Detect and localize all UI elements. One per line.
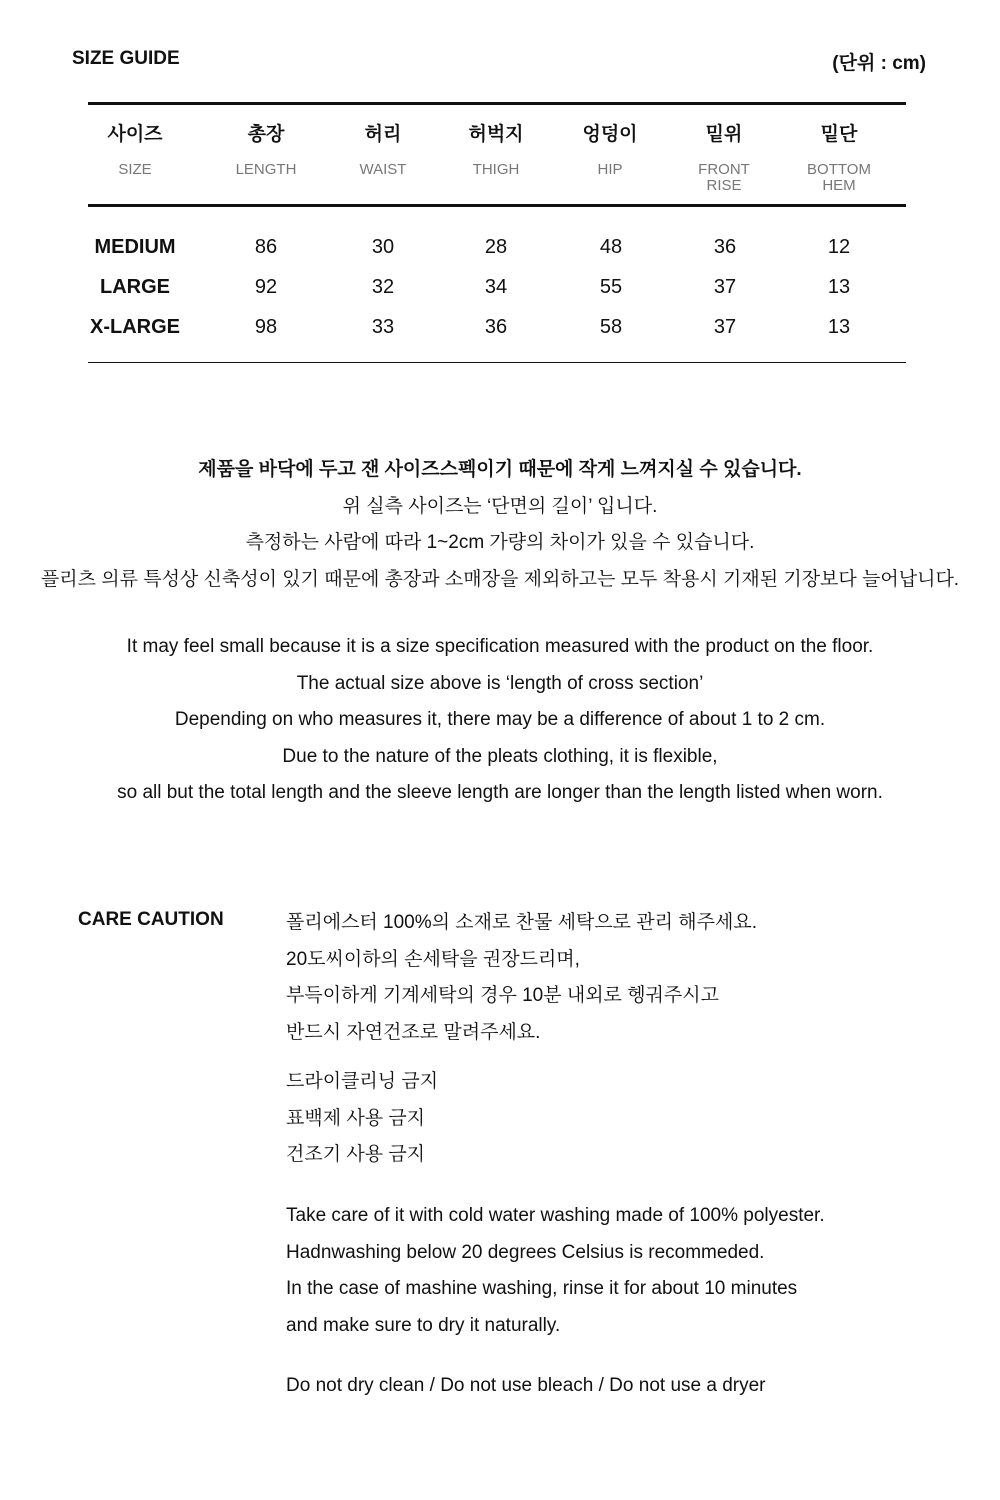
table-cell-size: LARGE bbox=[100, 276, 170, 298]
care-prohibit-en bbox=[286, 1368, 946, 1405]
table-cell: 30 bbox=[371, 236, 395, 258]
care-line: and make sure to dry it naturally. bbox=[286, 1314, 561, 1336]
note-line: 제품을 바닥에 두고 잰 사이즈스펙이기 때문에 작게 느껴지실 수 있습니다. bbox=[198, 459, 802, 480]
col-header-en: SIZE bbox=[118, 161, 152, 178]
table-cell: 55 bbox=[599, 276, 623, 298]
table-bottom-rule bbox=[88, 362, 906, 363]
table-cell: 98 bbox=[254, 316, 278, 338]
care-line: 드라이클리닝 금지 bbox=[286, 1071, 439, 1092]
care-line: Hadnwashing below 20 degrees Celsius is recommeded. bbox=[286, 1241, 765, 1263]
note-line: 측정하는 사람에 따라 1~2cm 가량의 차이가 있을 수 있습니다. bbox=[245, 532, 755, 553]
care-line: In the case of mashine washing, rinse it for about 10 minutes bbox=[286, 1278, 798, 1299]
note-line: The actual size above is ‘length of cross section’ bbox=[296, 672, 704, 694]
table-top-rule bbox=[88, 102, 906, 105]
table-cell: 37 bbox=[713, 276, 737, 298]
table-cell: 58 bbox=[599, 316, 623, 338]
col-header-en: LENGTH bbox=[235, 161, 297, 178]
col-header-size bbox=[75, 122, 195, 178]
note-line: It may feel small because it is a size specification measured with the product on the floor. bbox=[126, 636, 874, 657]
col-header-kr: 총장 bbox=[247, 124, 285, 145]
col-header-en: BOTTOM HEM bbox=[807, 161, 871, 194]
table-cell: 92 bbox=[254, 276, 278, 298]
table-cell: 86 bbox=[254, 236, 278, 258]
table-cell-size: X-LARGE bbox=[90, 316, 180, 338]
table-cell: 48 bbox=[599, 236, 623, 258]
size-notes-kr bbox=[0, 452, 1000, 598]
unit-label: (단위 : cm) bbox=[832, 53, 926, 74]
table-cell: 33 bbox=[371, 316, 395, 338]
col-header-waist bbox=[323, 122, 443, 178]
table-cell: 32 bbox=[371, 276, 395, 298]
size-guide-header bbox=[72, 48, 926, 74]
col-header-en: FRONT RISE bbox=[698, 161, 750, 194]
care-line: 건조기 사용 금지 bbox=[286, 1144, 426, 1165]
care-prohibit-kr bbox=[286, 1064, 946, 1174]
col-header-kr: 밑위 bbox=[705, 124, 743, 145]
note-line: Depending on who measures it, there may be a difference of about 1 to 2 cm. bbox=[174, 709, 826, 730]
col-header-hip bbox=[550, 122, 670, 178]
col-header-kr: 엉덩이 bbox=[582, 124, 638, 145]
table-row bbox=[0, 274, 1000, 300]
table-row bbox=[0, 314, 1000, 340]
care-line: Take care of it with cold water washing made of 100% polyester. bbox=[286, 1205, 825, 1226]
care-wash-en bbox=[286, 1198, 946, 1344]
col-header-en: HIP bbox=[597, 161, 623, 178]
care-line: 부득이하게 기계세탁의 경우 10분 내외로 헹궈주시고 bbox=[286, 985, 719, 1006]
table-cell: 37 bbox=[713, 316, 737, 338]
col-header-kr: 허벅지 bbox=[468, 124, 524, 145]
col-header-en: THIGH bbox=[472, 161, 520, 178]
note-line: Due to the nature of the pleats clothing, it is flexible, bbox=[282, 745, 718, 767]
care-wash-kr bbox=[286, 905, 946, 1051]
table-cell-size: MEDIUM bbox=[94, 236, 176, 258]
note-line: so all but the total length and the sleeve length are longer than the length listed when worn. bbox=[117, 782, 883, 803]
col-header-front-rise bbox=[664, 122, 784, 194]
care-line: 반드시 자연건조로 말려주세요. bbox=[286, 1021, 541, 1043]
table-row bbox=[0, 234, 1000, 260]
table-cell: 12 bbox=[827, 236, 851, 258]
table-cell: 36 bbox=[713, 236, 737, 258]
care-line: 표백제 사용 금지 bbox=[286, 1107, 426, 1129]
care-line: Do not dry clean / Do not use bleach / Do not use a dryer bbox=[286, 1375, 766, 1396]
col-header-en: WAIST bbox=[359, 161, 407, 178]
table-cell: 36 bbox=[484, 316, 508, 338]
size-notes-en bbox=[0, 629, 1000, 812]
col-header-bottom-hem bbox=[779, 122, 899, 194]
col-header-kr: 허리 bbox=[364, 124, 402, 145]
col-header-thigh bbox=[436, 122, 556, 178]
note-line: 플리츠 의류 특성상 신축성이 있기 때문에 총장과 소매장을 제외하고는 모두 착용시 기재된 기장보다 늘어납니다. bbox=[40, 568, 960, 590]
table-cell: 34 bbox=[484, 276, 508, 298]
care-line: 20도씨이하의 손세탁을 권장드리며, bbox=[286, 948, 580, 970]
table-cell: 13 bbox=[827, 316, 851, 338]
page-title: SIZE GUIDE bbox=[72, 48, 180, 69]
care-line: 폴리에스터 100%의 소재로 찬물 세탁으로 관리 해주세요. bbox=[286, 912, 757, 933]
table-cell: 28 bbox=[484, 236, 508, 258]
col-header-kr: 사이즈 bbox=[107, 124, 163, 145]
note-line: 위 실측 사이즈는 ‘단면의 길이’ 입니다. bbox=[342, 495, 658, 517]
col-header-kr: 밑단 bbox=[820, 124, 858, 145]
col-header-length bbox=[206, 122, 326, 178]
table-header-rule bbox=[88, 204, 906, 207]
table-cell: 13 bbox=[827, 276, 851, 298]
care-caution-label: CARE CAUTION bbox=[78, 909, 224, 930]
